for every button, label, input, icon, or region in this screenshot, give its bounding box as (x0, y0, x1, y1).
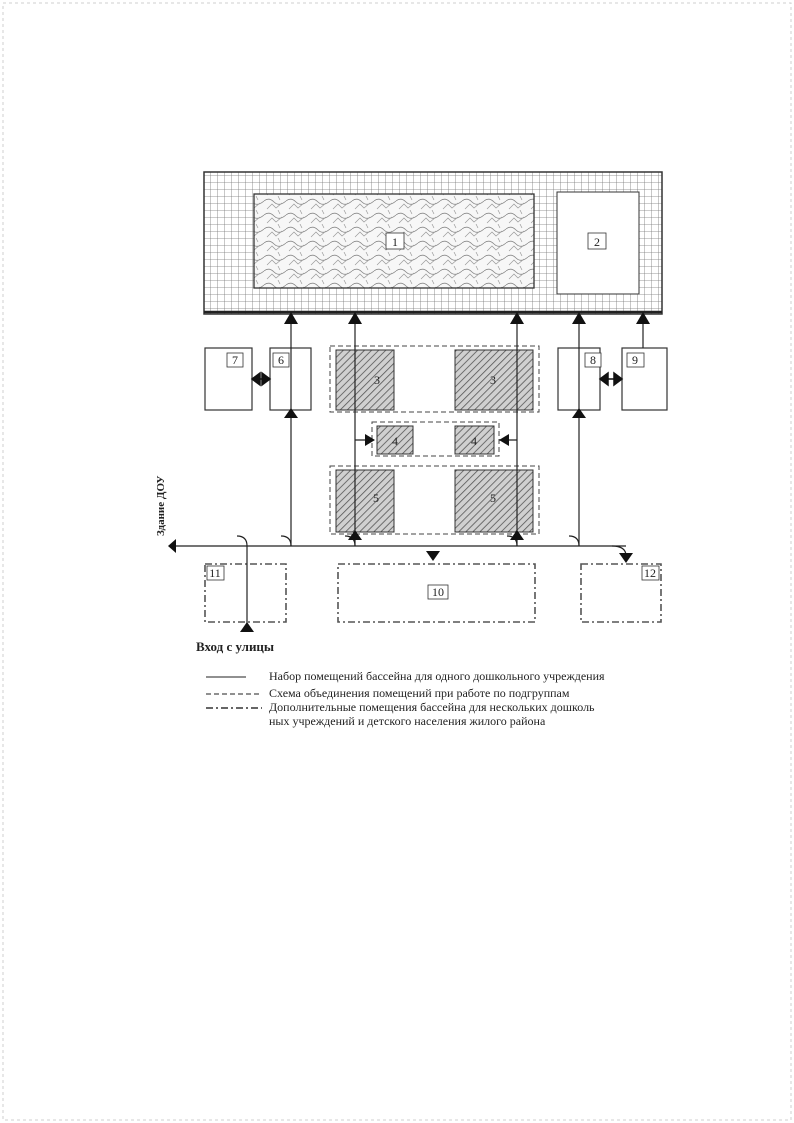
room-3-right-number: 3 (490, 373, 496, 387)
legend-item-3: Дополнительные помещения бассейна для нескольких дошколь (269, 700, 595, 714)
page-border (3, 3, 791, 1120)
room-10-number: 10 (432, 585, 444, 599)
room-4-right-number: 4 (471, 434, 477, 448)
room-12-number: 12 (644, 566, 656, 580)
legend (206, 669, 605, 728)
room-8-number: 8 (590, 353, 596, 367)
legend-item-2: Схема объединения помещений при работе по подгруппам (269, 686, 570, 700)
building-label: Здание ДОУ (155, 475, 167, 536)
room-6-number: 6 (278, 353, 284, 367)
entrance-label: Вход с улицы (196, 639, 275, 654)
room-11-number: 11 (209, 566, 221, 580)
room-5-right-number: 5 (490, 491, 496, 505)
room-1-number: 1 (392, 235, 398, 249)
legend-item-3-cont: ных учреждений и детского населения жилого района (269, 714, 546, 728)
room-5-left (336, 470, 394, 532)
room-3-left (336, 350, 394, 410)
legend-item-1: Набор помещений бассейна для одного дошкольного учреждения (269, 669, 605, 683)
room-3-left-number: 3 (374, 373, 380, 387)
room-5-left-number: 5 (373, 491, 379, 505)
room-9-number: 9 (632, 353, 638, 367)
room-4-left-number: 4 (392, 434, 398, 448)
room-7-number: 7 (232, 353, 238, 367)
room-2-number: 2 (594, 235, 600, 249)
